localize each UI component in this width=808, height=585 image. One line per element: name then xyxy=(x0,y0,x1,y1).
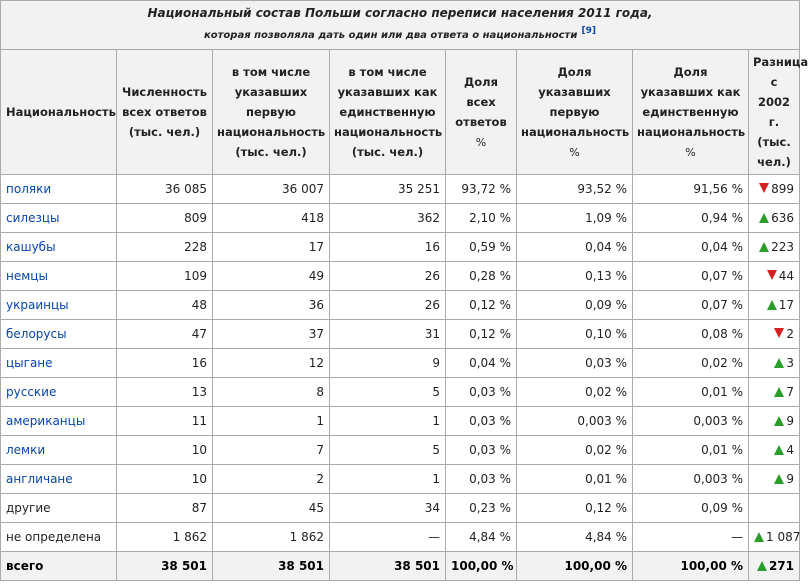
table-row xyxy=(1,233,800,262)
only-nationality-cell: 1 xyxy=(330,465,446,494)
diff-value: 271 xyxy=(768,559,794,573)
diff-value: 44 xyxy=(778,269,794,283)
share-only-cell: 91,56 % xyxy=(633,175,749,204)
nationality-cell xyxy=(1,262,117,291)
table-row xyxy=(1,494,800,523)
only-nationality-cell: 26 xyxy=(330,291,446,320)
nationality-cell xyxy=(1,407,117,436)
diff-value: 899 xyxy=(771,182,794,196)
share-only-cell: 0,07 % xyxy=(633,291,749,320)
nationality-cell xyxy=(1,320,117,349)
share-only-cell: 0,003 % xyxy=(633,465,749,494)
increase-arrow-icon xyxy=(774,358,784,368)
nationality-link[interactable]: поляки xyxy=(6,182,52,196)
first-nationality-cell: 37 xyxy=(213,320,330,349)
diff-2002-cell xyxy=(749,175,800,204)
share-first-cell: 93,52 % xyxy=(517,175,633,204)
share-only-cell: 0,04 % xyxy=(633,233,749,262)
header-total-answers: Численность всех ответов (тыс. чел.) xyxy=(117,50,213,175)
share-total-cell: 0,03 % xyxy=(446,436,517,465)
share-total-cell: 0,04 % xyxy=(446,349,517,378)
diff-2002-cell xyxy=(749,523,800,552)
first-nationality-cell: 2 xyxy=(213,465,330,494)
share-first-cell: 0,03 % xyxy=(517,349,633,378)
share-total-cell: 0,59 % xyxy=(446,233,517,262)
nationality-link[interactable]: кашубы xyxy=(6,240,56,254)
share-total-cell: 4,84 % xyxy=(446,523,517,552)
decrease-arrow-icon xyxy=(759,183,769,193)
nationality-link[interactable]: русские xyxy=(6,385,57,399)
diff-value: 223 xyxy=(771,240,794,254)
share-first-cell: 0,09 % xyxy=(517,291,633,320)
nationality-cell xyxy=(1,204,117,233)
increase-arrow-icon xyxy=(767,300,777,310)
share-total-cell: 0,12 % xyxy=(446,291,517,320)
diff-value: 17 xyxy=(778,298,794,312)
diff-value: 1 087 xyxy=(766,530,801,544)
nationality-cell: не определена xyxy=(1,523,117,552)
table-row xyxy=(1,175,800,204)
diff-2002-cell xyxy=(749,552,800,581)
share-total-cell: 0,03 % xyxy=(446,378,517,407)
nationality-link[interactable]: силезцы xyxy=(6,211,60,225)
nationality-link[interactable]: американцы xyxy=(6,414,86,428)
share-total-cell: 2,10 % xyxy=(446,204,517,233)
share-only-cell: 0,01 % xyxy=(633,378,749,407)
share-total-cell: 0,03 % xyxy=(446,465,517,494)
share-first-cell: 0,13 % xyxy=(517,262,633,291)
share-only-cell: 0,08 % xyxy=(633,320,749,349)
nationality-cell xyxy=(1,465,117,494)
share-total-cell: 0,03 % xyxy=(446,407,517,436)
nationality-cell xyxy=(1,378,117,407)
share-total-cell: 0,28 % xyxy=(446,262,517,291)
first-nationality-cell: 38 501 xyxy=(213,552,330,581)
header-share-first: Доля указавших первую национальность % xyxy=(517,50,633,175)
share-first-cell: 1,09 % xyxy=(517,204,633,233)
share-only-cell: — xyxy=(633,523,749,552)
nationality-link[interactable]: немцы xyxy=(6,269,48,283)
only-nationality-cell: 16 xyxy=(330,233,446,262)
first-nationality-cell: 7 xyxy=(213,436,330,465)
total-answers-cell: 10 xyxy=(117,436,213,465)
total-answers-cell: 47 xyxy=(117,320,213,349)
table-row xyxy=(1,320,800,349)
table-row xyxy=(1,523,800,552)
first-nationality-cell: 49 xyxy=(213,262,330,291)
table-row xyxy=(1,204,800,233)
table-row xyxy=(1,465,800,494)
only-nationality-cell: 9 xyxy=(330,349,446,378)
header-share-only: Доля указавших как единственную национальность % xyxy=(633,50,749,175)
nationality-link[interactable]: белорусы xyxy=(6,327,67,341)
share-only-cell: 0,003 % xyxy=(633,407,749,436)
first-nationality-cell: 17 xyxy=(213,233,330,262)
caption-subtitle: которая позволяла дать один или два ответа о национальности xyxy=(203,30,578,41)
header-first-nationality: в том числе указавших первую национальность (тыс. чел.) xyxy=(213,50,330,175)
table-row xyxy=(1,436,800,465)
share-total-cell: 0,12 % xyxy=(446,320,517,349)
total-answers-cell: 109 xyxy=(117,262,213,291)
share-first-cell: 0,02 % xyxy=(517,436,633,465)
caption-reference-link[interactable]: [9] xyxy=(581,26,597,36)
share-first-cell: 100,00 % xyxy=(517,552,633,581)
diff-2002-cell xyxy=(749,204,800,233)
diff-value: 3 xyxy=(786,356,794,370)
first-nationality-cell: 36 007 xyxy=(213,175,330,204)
increase-arrow-icon xyxy=(754,532,764,542)
increase-arrow-icon xyxy=(774,445,784,455)
diff-value: 9 xyxy=(786,472,794,486)
only-nationality-cell: — xyxy=(330,523,446,552)
only-nationality-cell: 31 xyxy=(330,320,446,349)
first-nationality-cell: 12 xyxy=(213,349,330,378)
diff-2002-cell xyxy=(749,233,800,262)
increase-arrow-icon xyxy=(774,387,784,397)
share-only-cell: 0,02 % xyxy=(633,349,749,378)
table-row xyxy=(1,407,800,436)
increase-arrow-icon xyxy=(759,213,769,223)
nationality-link[interactable]: украинцы xyxy=(6,298,69,312)
only-nationality-cell: 362 xyxy=(330,204,446,233)
diff-2002-cell xyxy=(749,465,800,494)
first-nationality-cell: 1 862 xyxy=(213,523,330,552)
header-share-total: Доля всех ответов % xyxy=(446,50,517,175)
total-answers-cell: 228 xyxy=(117,233,213,262)
diff-value: 7 xyxy=(786,385,794,399)
only-nationality-cell: 5 xyxy=(330,436,446,465)
total-answers-cell: 16 xyxy=(117,349,213,378)
nationality-link[interactable]: англичане xyxy=(6,472,73,486)
diff-2002-cell xyxy=(749,378,800,407)
table-row xyxy=(1,378,800,407)
table-body xyxy=(1,175,800,581)
total-answers-cell: 809 xyxy=(117,204,213,233)
share-total-cell: 100,00 % xyxy=(446,552,517,581)
total-answers-cell: 11 xyxy=(117,407,213,436)
table-row xyxy=(1,349,800,378)
total-answers-cell: 10 xyxy=(117,465,213,494)
total-answers-cell: 13 xyxy=(117,378,213,407)
only-nationality-cell: 34 xyxy=(330,494,446,523)
diff-value: 636 xyxy=(771,211,794,225)
caption-title: Национальный состав Польши согласно переписи населения 2011 года, xyxy=(147,6,653,20)
table-caption xyxy=(0,0,800,49)
share-only-cell: 0,07 % xyxy=(633,262,749,291)
diff-2002-cell xyxy=(749,349,800,378)
increase-arrow-icon xyxy=(757,561,767,571)
nationality-cell: другие xyxy=(1,494,117,523)
share-only-cell: 0,09 % xyxy=(633,494,749,523)
increase-arrow-icon xyxy=(759,242,769,252)
nationality-cell xyxy=(1,233,117,262)
first-nationality-cell: 8 xyxy=(213,378,330,407)
only-nationality-cell: 38 501 xyxy=(330,552,446,581)
share-first-cell: 0,10 % xyxy=(517,320,633,349)
header-diff-2002: Разница с 2002 г. (тыс. чел.) xyxy=(749,50,800,175)
table-row xyxy=(1,291,800,320)
share-first-cell: 0,12 % xyxy=(517,494,633,523)
decrease-arrow-icon xyxy=(774,328,784,338)
only-nationality-cell: 5 xyxy=(330,378,446,407)
total-answers-cell: 48 xyxy=(117,291,213,320)
nationality-cell xyxy=(1,349,117,378)
share-first-cell: 0,003 % xyxy=(517,407,633,436)
share-first-cell: 0,02 % xyxy=(517,378,633,407)
first-nationality-cell: 418 xyxy=(213,204,330,233)
header-nationality: Национальность xyxy=(1,50,117,175)
diff-value: 4 xyxy=(786,443,794,457)
share-only-cell: 0,01 % xyxy=(633,436,749,465)
nationality-cell: всего xyxy=(1,552,117,581)
total-answers-cell: 1 862 xyxy=(117,523,213,552)
diff-2002-cell xyxy=(749,494,800,523)
diff-2002-cell xyxy=(749,320,800,349)
share-total-cell: 93,72 % xyxy=(446,175,517,204)
nationality-link[interactable]: лемки xyxy=(6,443,46,457)
nationality-cell xyxy=(1,175,117,204)
header-row xyxy=(1,50,800,175)
total-answers-cell: 38 501 xyxy=(117,552,213,581)
share-first-cell: 0,01 % xyxy=(517,465,633,494)
nationality-cell xyxy=(1,436,117,465)
total-answers-cell: 36 085 xyxy=(117,175,213,204)
only-nationality-cell: 1 xyxy=(330,407,446,436)
nationality-cell xyxy=(1,291,117,320)
share-first-cell: 4,84 % xyxy=(517,523,633,552)
share-first-cell: 0,04 % xyxy=(517,233,633,262)
increase-arrow-icon xyxy=(774,474,784,484)
share-only-cell: 100,00 % xyxy=(633,552,749,581)
table-row xyxy=(1,262,800,291)
diff-2002-cell xyxy=(749,407,800,436)
first-nationality-cell: 45 xyxy=(213,494,330,523)
share-only-cell: 0,94 % xyxy=(633,204,749,233)
diff-2002-cell xyxy=(749,291,800,320)
share-total-cell: 0,23 % xyxy=(446,494,517,523)
nationality-link[interactable]: цыгане xyxy=(6,356,53,370)
first-nationality-cell: 1 xyxy=(213,407,330,436)
diff-value: 9 xyxy=(786,414,794,428)
increase-arrow-icon xyxy=(774,416,784,426)
total-answers-cell: 87 xyxy=(117,494,213,523)
header-only-nationality: в том числе указавших как единственную национальность (тыс. чел.) xyxy=(330,50,446,175)
only-nationality-cell: 26 xyxy=(330,262,446,291)
diff-2002-cell xyxy=(749,436,800,465)
only-nationality-cell: 35 251 xyxy=(330,175,446,204)
diff-value: 2 xyxy=(786,327,794,341)
first-nationality-cell: 36 xyxy=(213,291,330,320)
diff-2002-cell xyxy=(749,262,800,291)
decrease-arrow-icon xyxy=(767,270,777,280)
total-row xyxy=(1,552,800,581)
